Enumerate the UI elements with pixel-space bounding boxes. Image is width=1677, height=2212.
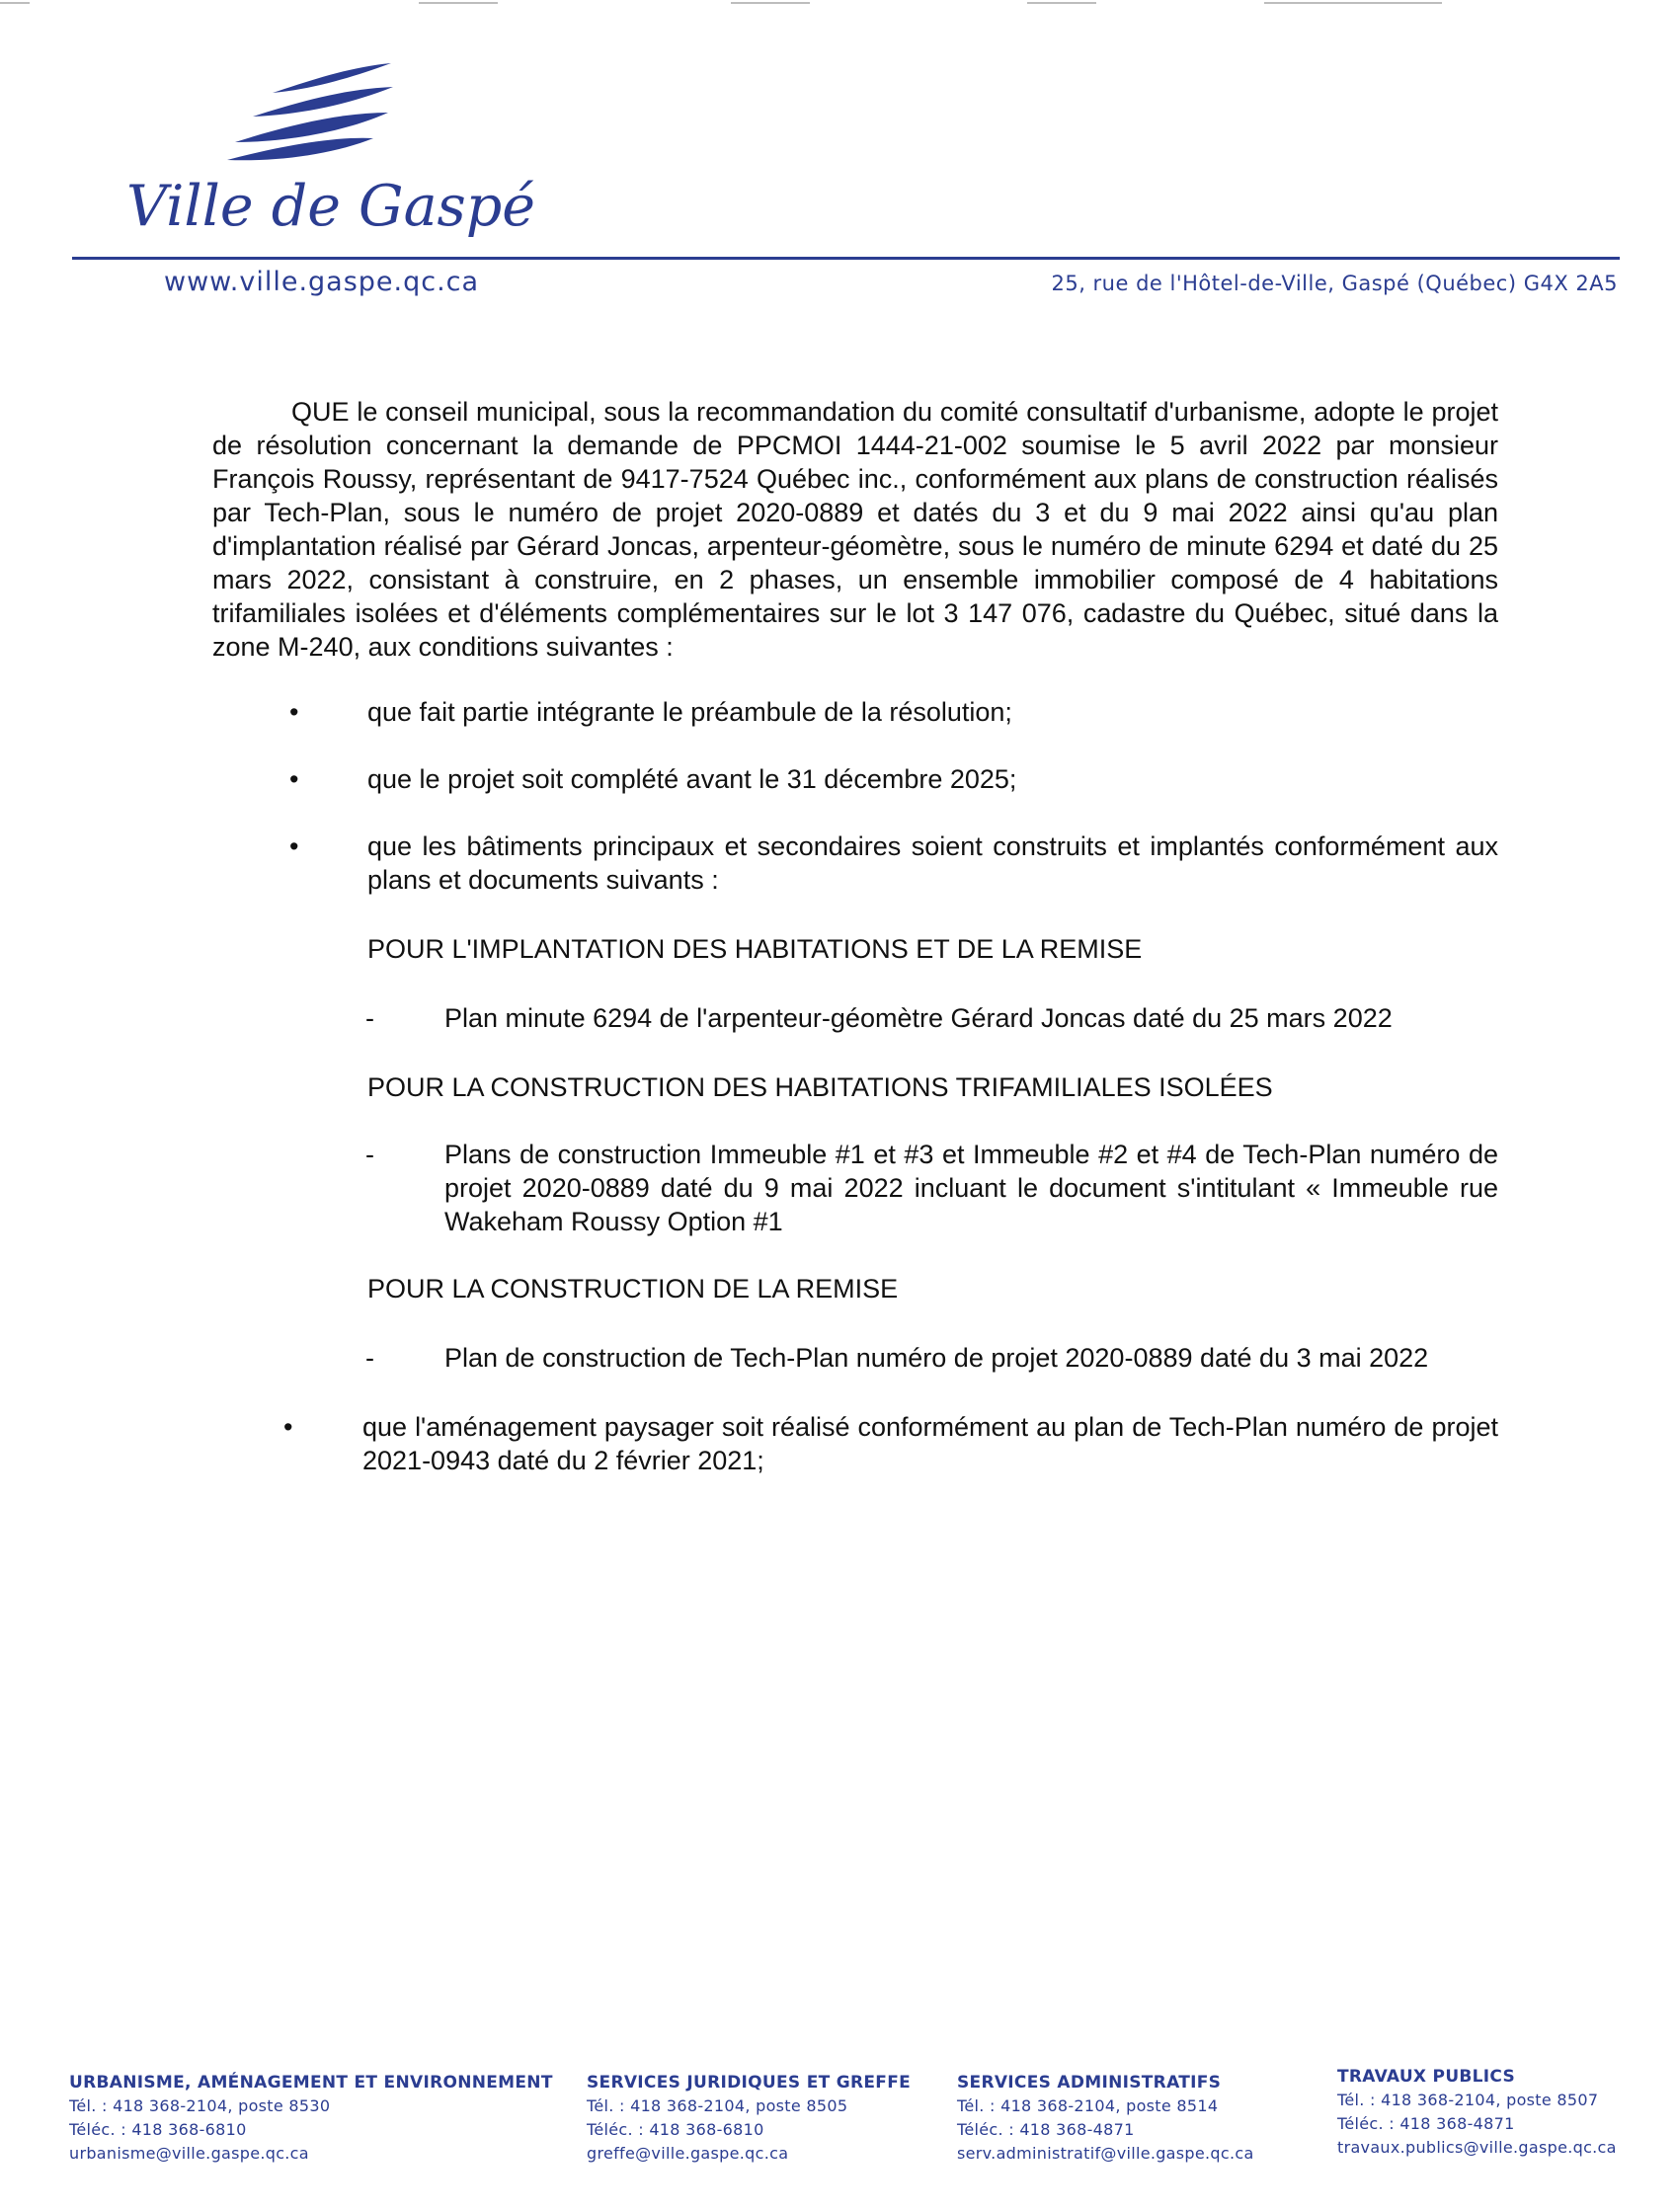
website-link[interactable]: www.ville.gaspe.qc.ca: [164, 267, 480, 297]
phone-number: Tél. : 418 368-2104, poste 8514: [957, 2096, 1219, 2115]
bullet-icon: •: [289, 697, 299, 727]
brand-name: Ville de Gaspé: [126, 174, 536, 239]
phone-number: Tél. : 418 368-2104, poste 8505: [587, 2096, 848, 2115]
condition-text: que fait partie intégrante le préambule de la résolution;: [367, 697, 1012, 727]
scan-mark: [1027, 2, 1096, 4]
scan-mark: [731, 2, 810, 4]
footer-column-administratifs: [957, 2071, 1254, 2166]
resolution-intro: QUE le conseil municipal, sous la recommandation du comité consultatif d'urbanisme, adopte le projet de résolution concernant la demande de PPCMOI 1444-21-002 soumise le 5 avril 2022 par monsieur François Roussy, représentant de 9417-7524 Québec inc., conformément aux plans de construction réalisés par Tech-Plan, sous le numéro de projet 2020-0889 et datés du 3 et du 9 mai 2022 ainsi qu'au plan d'implantation réalisé par Gérard Joncas, arpenteur-géomètre, sous le numéro de minute 6294 et daté du 25 mars 2022, consistant à construire, en 2 phases, un ensemble immobilier composé de 4 habitations trifamiliales isolées et d'éléments complémentaires sur le lot 3 147 076, cadastre du Québec, situé dans la zone M-240, aux conditions suivantes :: [212, 397, 1498, 662]
dash-icon: -: [365, 1343, 374, 1373]
bullet-icon: •: [289, 831, 299, 861]
scan-mark: [419, 2, 498, 4]
condition-text: que l'aménagement paysager soit réalisé conformément au plan de Tech-Plan numéro de projet 2021-0943 daté du 2 février 2021;: [362, 1412, 1498, 1475]
footer-column-travaux: [1337, 2065, 1617, 2160]
condition-item: [212, 1410, 1498, 1477]
department-title: TRAVAUX PUBLICS: [1337, 2067, 1516, 2087]
department-title: SERVICES JURIDIQUES ET GREFFE: [587, 2073, 912, 2093]
footer-column-urbanisme: [69, 2071, 553, 2166]
fax-number: Téléc. : 418 368-4871: [1337, 2114, 1515, 2133]
condition-item: [212, 695, 1498, 729]
condition-text: que le projet soit complété avant le 31 décembre 2025;: [367, 764, 1017, 794]
resolution-body: [212, 395, 1498, 1477]
section-heading-remise: POUR LA CONSTRUCTION DE LA REMISE: [367, 1274, 899, 1304]
document-text: Plan minute 6294 de l'arpenteur-géomètre Gérard Joncas daté du 25 mars 2022: [444, 1003, 1393, 1033]
footer-contacts: [0, 2067, 1677, 2179]
department-title: URBANISME, AMÉNAGEMENT ET ENVIRONNEMENT: [69, 2073, 553, 2093]
bullet-icon: •: [283, 1412, 293, 1442]
email-link[interactable]: urbanisme@ville.gaspe.qc.ca: [69, 2144, 309, 2163]
document-text: Plans de construction Immeuble #1 et #3 et Immeuble #2 et #4 de Tech-Plan numéro de projet 2020-0889 daté du 9 mai 2022 incluant le document s'intitulant « Immeuble rue Wakeham Roussy Option #1: [444, 1140, 1498, 1236]
scan-mark: [1264, 2, 1442, 4]
scan-mark: [0, 2, 30, 4]
email-link[interactable]: travaux.publics@ville.gaspe.qc.ca: [1337, 2138, 1617, 2157]
document-text: Plan de construction de Tech-Plan numéro de projet 2020-0889 daté du 3 mai 2022: [444, 1343, 1429, 1373]
section-heading-habitations: POUR LA CONSTRUCTION DES HABITATIONS TRIFAMILIALES ISOLÉES: [367, 1072, 1273, 1102]
footer-column-greffe: [587, 2071, 911, 2166]
scan-artefacts: [0, 0, 1677, 8]
condition-item: [212, 762, 1498, 796]
document-item: [212, 1341, 1498, 1375]
department-title: SERVICES ADMINISTRATIFS: [957, 2073, 1222, 2093]
bullet-icon: •: [289, 764, 299, 794]
dash-icon: -: [365, 1140, 374, 1169]
section-heading-implantation: POUR L'IMPLANTATION DES HABITATIONS ET DE LA REMISE: [367, 934, 1143, 964]
email-link[interactable]: serv.administratif@ville.gaspe.qc.ca: [957, 2144, 1254, 2163]
fax-number: Téléc. : 418 368-6810: [587, 2120, 764, 2139]
condition-text: que les bâtiments principaux et secondaires soient construits et implantés conformément aux plans et documents suivants :: [367, 831, 1498, 895]
condition-item: [212, 830, 1498, 897]
fax-number: Téléc. : 418 368-6810: [69, 2120, 247, 2139]
fax-number: Téléc. : 418 368-4871: [957, 2120, 1135, 2139]
document-item: [212, 1138, 1498, 1238]
city-hall-address: 25, rue de l'Hôtel-de-Ville, Gaspé (Québec) G4X 2A5: [1051, 272, 1618, 295]
dash-icon: -: [365, 1003, 374, 1033]
phone-number: Tél. : 418 368-2104, poste 8507: [1337, 2091, 1599, 2109]
waves-logo-icon: [225, 63, 398, 162]
document-item: [212, 1001, 1498, 1035]
phone-number: Tél. : 418 368-2104, poste 8530: [69, 2096, 331, 2115]
email-link[interactable]: greffe@ville.gaspe.qc.ca: [587, 2144, 789, 2163]
header-divider: [72, 257, 1620, 260]
